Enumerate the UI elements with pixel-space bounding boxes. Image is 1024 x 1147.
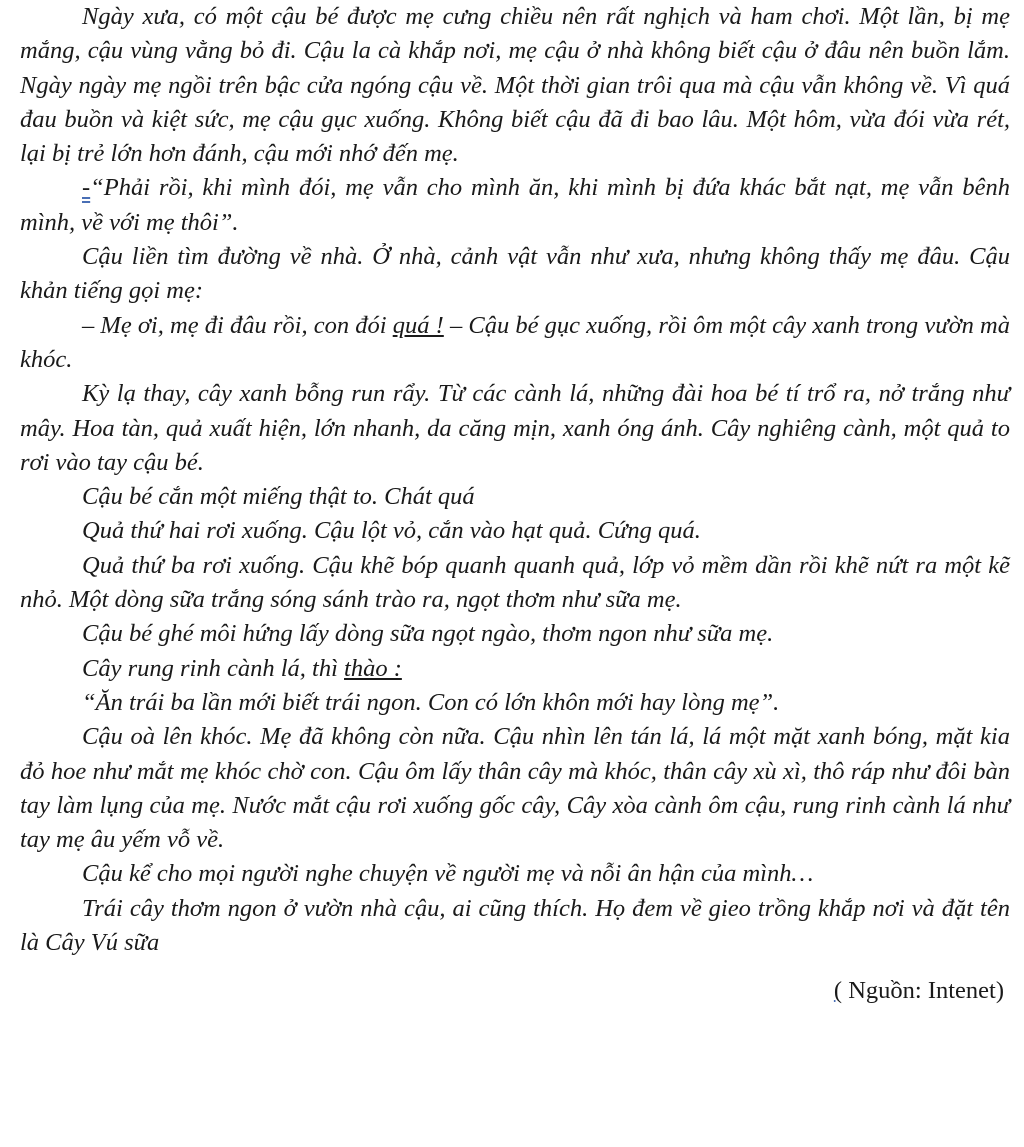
paragraph-tells-story: Cậu kể cho mọi người nghe chuyện về người mẹ và nỗi ân hận của mình…	[82, 860, 814, 888]
source-open-paren: (	[833, 977, 843, 1005]
whisper-text-before: Cây rung rinh cành lá, thì	[82, 654, 345, 682]
paragraph-intro: Ngày xưa, có một cậu bé được mẹ cưng chiều nên rất nghịch và ham chơi. Một lần, bị mẹ mắng, cậu vùng vằng bỏ đi. Cậu la cà khắp nơi, mẹ cậu ở nhà không biết cậu ở đâu nên buồn lắm. Ngày ngày mẹ ngồi trên bậc cửa ngóng cậu về. Một thời gian trôi qua mà cậu vẫn không về. Vì quá đau buồn và kiệt sức, mẹ cậu gục xuống. Không biết cậu đã đi bao lâu. Một hôm, vừa đói vừa rét, lại bị trẻ lớn hơn đánh, cậu mới nhớ đến mẹ.	[20, 3, 1010, 168]
paragraph-first-fruit: Cậu bé cắn một miếng thật to. Chát quá	[82, 483, 475, 511]
paragraph-tree-whispers	[20, 652, 1010, 686]
paragraph-cries: Cậu oà lên khóc. Mẹ đã không còn nữa. Cậu nhìn lên tán lá, lá một mặt xanh bóng, mặt kia đỏ hoe như mắt mẹ khóc chờ con. Cậu ôm lấy thân cây mà khóc, thân cây xù xì, thô ráp như đôi bàn tay làm lụng của mẹ. Nước mắt cậu rơi xuống gốc cây, Cây xòa cành ôm cậu, rung rinh cành lá như tay mẹ âu yếm vỗ về.	[20, 723, 1010, 854]
source-citation	[20, 974, 1010, 1008]
whisper-underlined: thào :	[344, 654, 402, 682]
paragraph-call-mother	[20, 309, 1010, 378]
paragraph-tree-blooms: Kỳ lạ thay, cây xanh bỗng run rẩy. Từ các cành lá, những đài hoa bé tí trổ ra, nở trắng như mây. Hoa tàn, quả xuất hiện, lớn nhanh, da căng mịn, xanh óng ánh. Cây nghiêng cành, một quả to rơi vào tay cậu bé.	[20, 380, 1010, 476]
call-underlined: quá !	[392, 311, 444, 339]
paragraph-thought	[20, 171, 1010, 240]
story-document	[20, 0, 1010, 1009]
thought-text: “Phải rồi, khi mình đói, mẹ vẫn cho mình ăn, khi mình bị đứa khác bắt nạt, mẹ vẫn bênh mình, về với mẹ thôi”.	[20, 174, 1010, 236]
dash-marker: -	[82, 174, 91, 202]
call-text-before: – Mẹ ơi, mẹ đi đâu rồi, con đói	[82, 311, 393, 339]
paragraph-third-fruit: Quả thứ ba rơi xuống. Cậu khẽ bóp quanh quanh quả, lớp vỏ mềm dần rồi khẽ nứt ra một kẽ nhỏ. Một dòng sữa trắng sóng sánh trào ra, ngọt thơm như sữa mẹ.	[20, 551, 1010, 614]
paragraph-tree-saying: “Ăn trái ba lần mới biết trái ngon. Con có lớn khôn mới hay lòng mẹ”.	[82, 688, 780, 716]
paragraph-return-home: Cậu liền tìm đường về nhà. Ở nhà, cảnh vật vẫn như xưa, nhưng không thấy mẹ đâu. Cậu khản tiếng gọi mẹ:	[20, 243, 1010, 305]
paragraph-ending: Trái cây thơm ngon ở vườn nhà cậu, ai cũng thích. Họ đem về gieo trồng khắp nơi và đặt tên là Cây Vú sữa	[20, 894, 1010, 957]
paragraph-second-fruit: Quả thứ hai rơi xuống. Cậu lột vỏ, cắn vào hạt quả. Cứng quá.	[82, 517, 701, 545]
source-text: Nguồn: Intenet)	[842, 977, 1004, 1005]
call-text-after: – Cậu bé gục xuống, rồi ôm một cây xanh trong vườn mà khóc.	[20, 311, 1011, 373]
paragraph-drink-milk: Cậu bé ghé môi hứng lấy dòng sữa ngọt ngào, thơm ngon như sữa mẹ.	[82, 620, 774, 648]
